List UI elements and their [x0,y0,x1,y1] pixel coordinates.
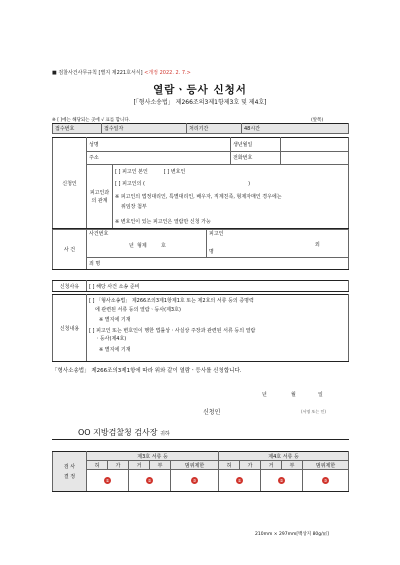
defendant-label: 피고인 [209,231,224,237]
case-table [52,229,349,270]
reason-option[interactable]: [ ] 해당 사건 소송 준비 [87,281,349,292]
contents-item-1-line-1[interactable]: [ ] 「형사소송법」 제266조의3제1항제1호 또는 제2호의 서류 등의 증명력 [89,298,254,304]
birth-date-field[interactable] [281,138,349,152]
decision-col-4: 부 [150,461,171,470]
mark-4: ① [237,478,242,483]
date-month-label: 월 [291,392,296,398]
option-defendant[interactable]: [ ] 피고인 본인 [115,168,148,175]
decision-cell-deny-3[interactable] [129,470,171,492]
receipt-date-label: 접수일자 [102,124,187,134]
option-lawyer[interactable]: [ ] 변호인 [163,168,186,175]
mark-5: ② [279,478,284,483]
agency-suffix: 귀하 [160,431,170,437]
decision-group-4: 제4호 서류 등 [219,452,349,461]
address-label: 주소 [87,151,231,165]
decision-label [53,452,87,492]
mark-1: ① [105,478,110,483]
decision-col-5: 범위제한 [171,461,219,470]
applicant-table [52,137,349,229]
case-year-label: 년 [129,243,134,249]
signature-applicant-label: 신청인 [203,409,221,416]
phone-label: 전화번호 [231,151,281,165]
signature-hint: (서명 또는 인) [301,409,326,414]
reason-label: 신청사유 [53,281,87,292]
decision-cell-deny-4[interactable] [261,470,303,492]
agency-name: OO 지방검찰청 검사장 [78,428,158,437]
contents-item-2-attachment-note: ※ 별지에 기재 [99,346,131,353]
receipt-table [52,123,349,134]
option-defendant-relative[interactable]: [ ] 피고인의 ( [115,181,145,188]
decision-col-6: 허 [219,461,240,470]
decision-cell-permit-4[interactable] [219,470,261,492]
paper-spec: 210mm × 297mm[백상지 80g/㎡] [255,532,329,537]
mark-6: ③ [323,478,328,483]
decision-col-3: 거 [129,461,150,470]
crime-name-label: 죄 명 [87,258,349,270]
page-side-note: (앞쪽) [311,118,324,123]
revision-date: <개정 2022. 2. 7.> [144,70,191,76]
relation-options-row-1 [113,165,349,178]
defendant-others-suffix: 명 [209,249,214,255]
form-number: ■ 검찰사건사무규칙 [별지 제221호서식] [52,70,143,76]
case-number-cell [87,230,207,258]
form-header-note [52,69,191,76]
contents-table [52,294,349,362]
contents-item-2-line-2: ㆍ등사(제4호) [95,336,127,342]
name-label: 성명 [87,138,231,152]
contents-body [87,295,349,362]
date-day-label: 일 [318,392,323,398]
decision-col-7: 가 [240,461,261,470]
decision-table [52,451,349,492]
defendant-cell [207,230,349,258]
phone-field[interactable] [281,151,349,165]
case-number-label: 사건번호 [89,231,109,237]
decision-col-9: 부 [282,461,303,470]
decision-col-1: 허 [87,461,108,470]
receipt-number-label: 접수번호 [53,124,102,134]
lawyer-note: ※ 변호인이 있는 피고인은 열람만 신청 가능 [113,215,349,229]
processing-period-label: 처리기간 [187,124,242,134]
section-divider [52,439,349,440]
decision-col-8: 거 [261,461,282,470]
decision-label-line-2: 결 정 [63,473,76,480]
decision-cell-limit-4[interactable] [303,470,349,492]
relation-label: 피고인과의 관계 [87,165,113,229]
decision-cell-limit-3[interactable] [171,470,219,492]
date-year-label: 년 [262,392,267,398]
decision-label-line-1: 검 사 [63,463,76,470]
applicant-section-label: 신청인 [53,138,87,229]
contents-item-2-line-1[interactable]: [ ] 피고인 또는 변호인이 행한 법률상ㆍ사실상 주장과 관련된 서류 등의 열람 [89,327,256,334]
relation-note-line-1: ※ 피고인의 법정대리인, 특별대리인, 배우자, 직계친족, 형제자매인 경우에는 [115,194,282,201]
checkmark-note: ※ [ ]에는 해당되는 곳에 √ 표를 합니다. [52,118,131,123]
form-subtitle: [「형사소송법」 제266조의3제1항제3호 및 제4호] [133,99,267,106]
contents-label: 신청내용 [53,295,87,362]
birth-date-label: 생년월일 [231,138,281,152]
relation-options-row-2 [113,177,349,190]
relation-note-line-2: 위임장 첨부 [121,204,147,211]
decision-group-3: 제3호 서류 등 [87,452,219,461]
relation-note [113,190,349,215]
defendant-others-prefix: 외 [315,242,320,248]
case-number-format [89,242,204,249]
addressee [78,427,170,438]
mark-2: ② [147,478,152,483]
decision-col-2: 가 [108,461,129,470]
decision-col-10: 범위제한 [303,461,349,470]
processing-period-value: 48시간 [242,124,349,134]
option-close-paren: ) [248,181,251,188]
case-no-label: 호 [161,243,166,249]
form-title: 열람ㆍ등사 신청서 [153,84,247,96]
contents-item-1-attachment-note: ※ 별지에 기재 [99,317,131,323]
case-section-label: 사 건 [53,230,87,270]
case-type-label: 형제 [137,243,147,249]
reason-table [52,280,349,292]
contents-item-1-line-2: 에 관련된 서류 등의 열람ㆍ등사(제3호) [95,306,181,313]
mark-3: ③ [192,478,197,483]
decision-cell-permit-3[interactable] [87,470,129,492]
application-statement: 「형사소송법」 제266조의3제1항에 따라 위와 같이 열람ㆍ등사를 신청합니다. [52,368,242,374]
